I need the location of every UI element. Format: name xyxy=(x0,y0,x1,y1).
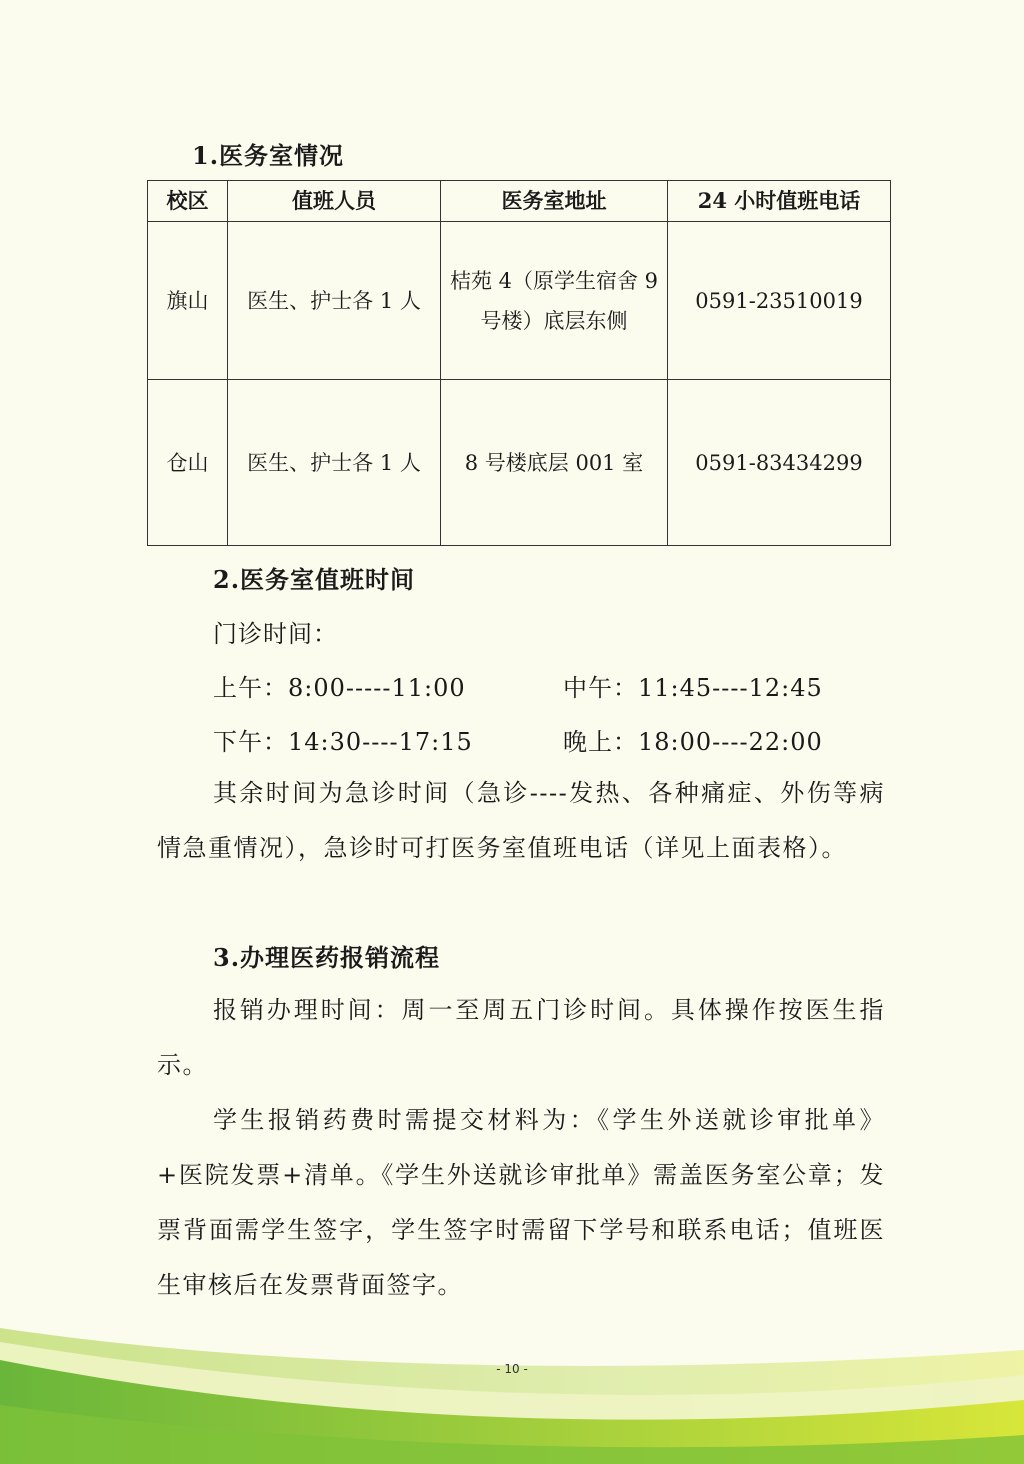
header-phone: 24 小时值班电话 xyxy=(668,181,891,222)
cell-address: 桔苑 4（原学生宿舍 9 号楼）底层东侧 xyxy=(441,222,668,380)
time-range: 11:45----12:45 xyxy=(638,674,823,702)
time-label: 中午： xyxy=(563,674,638,702)
time-label: 晚上： xyxy=(563,728,638,756)
header-address: 医务室地址 xyxy=(441,181,668,222)
time-label: 下午： xyxy=(213,728,288,756)
section1-title: 1.医务室情况 xyxy=(192,141,345,170)
cell-phone: 0591-23510019 xyxy=(668,222,891,380)
green-wave-decoration xyxy=(0,1320,1024,1464)
table-row xyxy=(148,380,891,546)
time-range: 14:30----17:15 xyxy=(288,728,473,756)
cell-staff: 医生、护士各 1 人 xyxy=(228,222,441,380)
medical-room-table xyxy=(147,180,891,546)
reimbursement-time-paragraph: 报销办理时间：周一至周五门诊时间。具体操作按医生指示。 xyxy=(157,996,885,1079)
time-label: 上午： xyxy=(213,674,288,702)
table-header-row xyxy=(148,181,891,222)
page-number: - 10 - xyxy=(496,1362,528,1376)
reimbursement-materials-paragraph: 学生报销药费时需提交材料为：《学生外送就诊审批单》+医院发票+清单。《学生外送就诊审批单》需盖医务室公章；发票背面需学生签字，学生签字时需留下学号和联系电话；值班医生审核后在发票背面签字。 xyxy=(157,1106,885,1299)
time-range: 8:00-----11:00 xyxy=(288,674,466,702)
time-noon xyxy=(563,668,823,703)
cell-campus: 旗山 xyxy=(148,222,228,380)
cell-staff: 医生、护士各 1 人 xyxy=(228,380,441,546)
section3-title: 3.办理医药报销流程 xyxy=(213,943,441,972)
section2-title: 2.医务室值班时间 xyxy=(213,565,416,594)
time-evening xyxy=(563,722,823,757)
time-range: 18:00----22:00 xyxy=(638,728,823,756)
cell-campus: 仓山 xyxy=(148,380,228,546)
cell-address: 8 号楼底层 001 室 xyxy=(441,380,668,546)
time-morning xyxy=(213,668,466,703)
table-row xyxy=(148,222,891,380)
cell-phone: 0591-83434299 xyxy=(668,380,891,546)
header-campus: 校区 xyxy=(148,181,228,222)
header-staff: 值班人员 xyxy=(228,181,441,222)
time-afternoon xyxy=(213,722,473,757)
emergency-paragraph: 其余时间为急诊时间（急诊----发热、各种痛症、外伤等病情急重情况），急诊时可打医务室值班电话（详见上面表格）。 xyxy=(157,779,885,862)
clinic-time-label: 门诊时间： xyxy=(213,620,338,648)
